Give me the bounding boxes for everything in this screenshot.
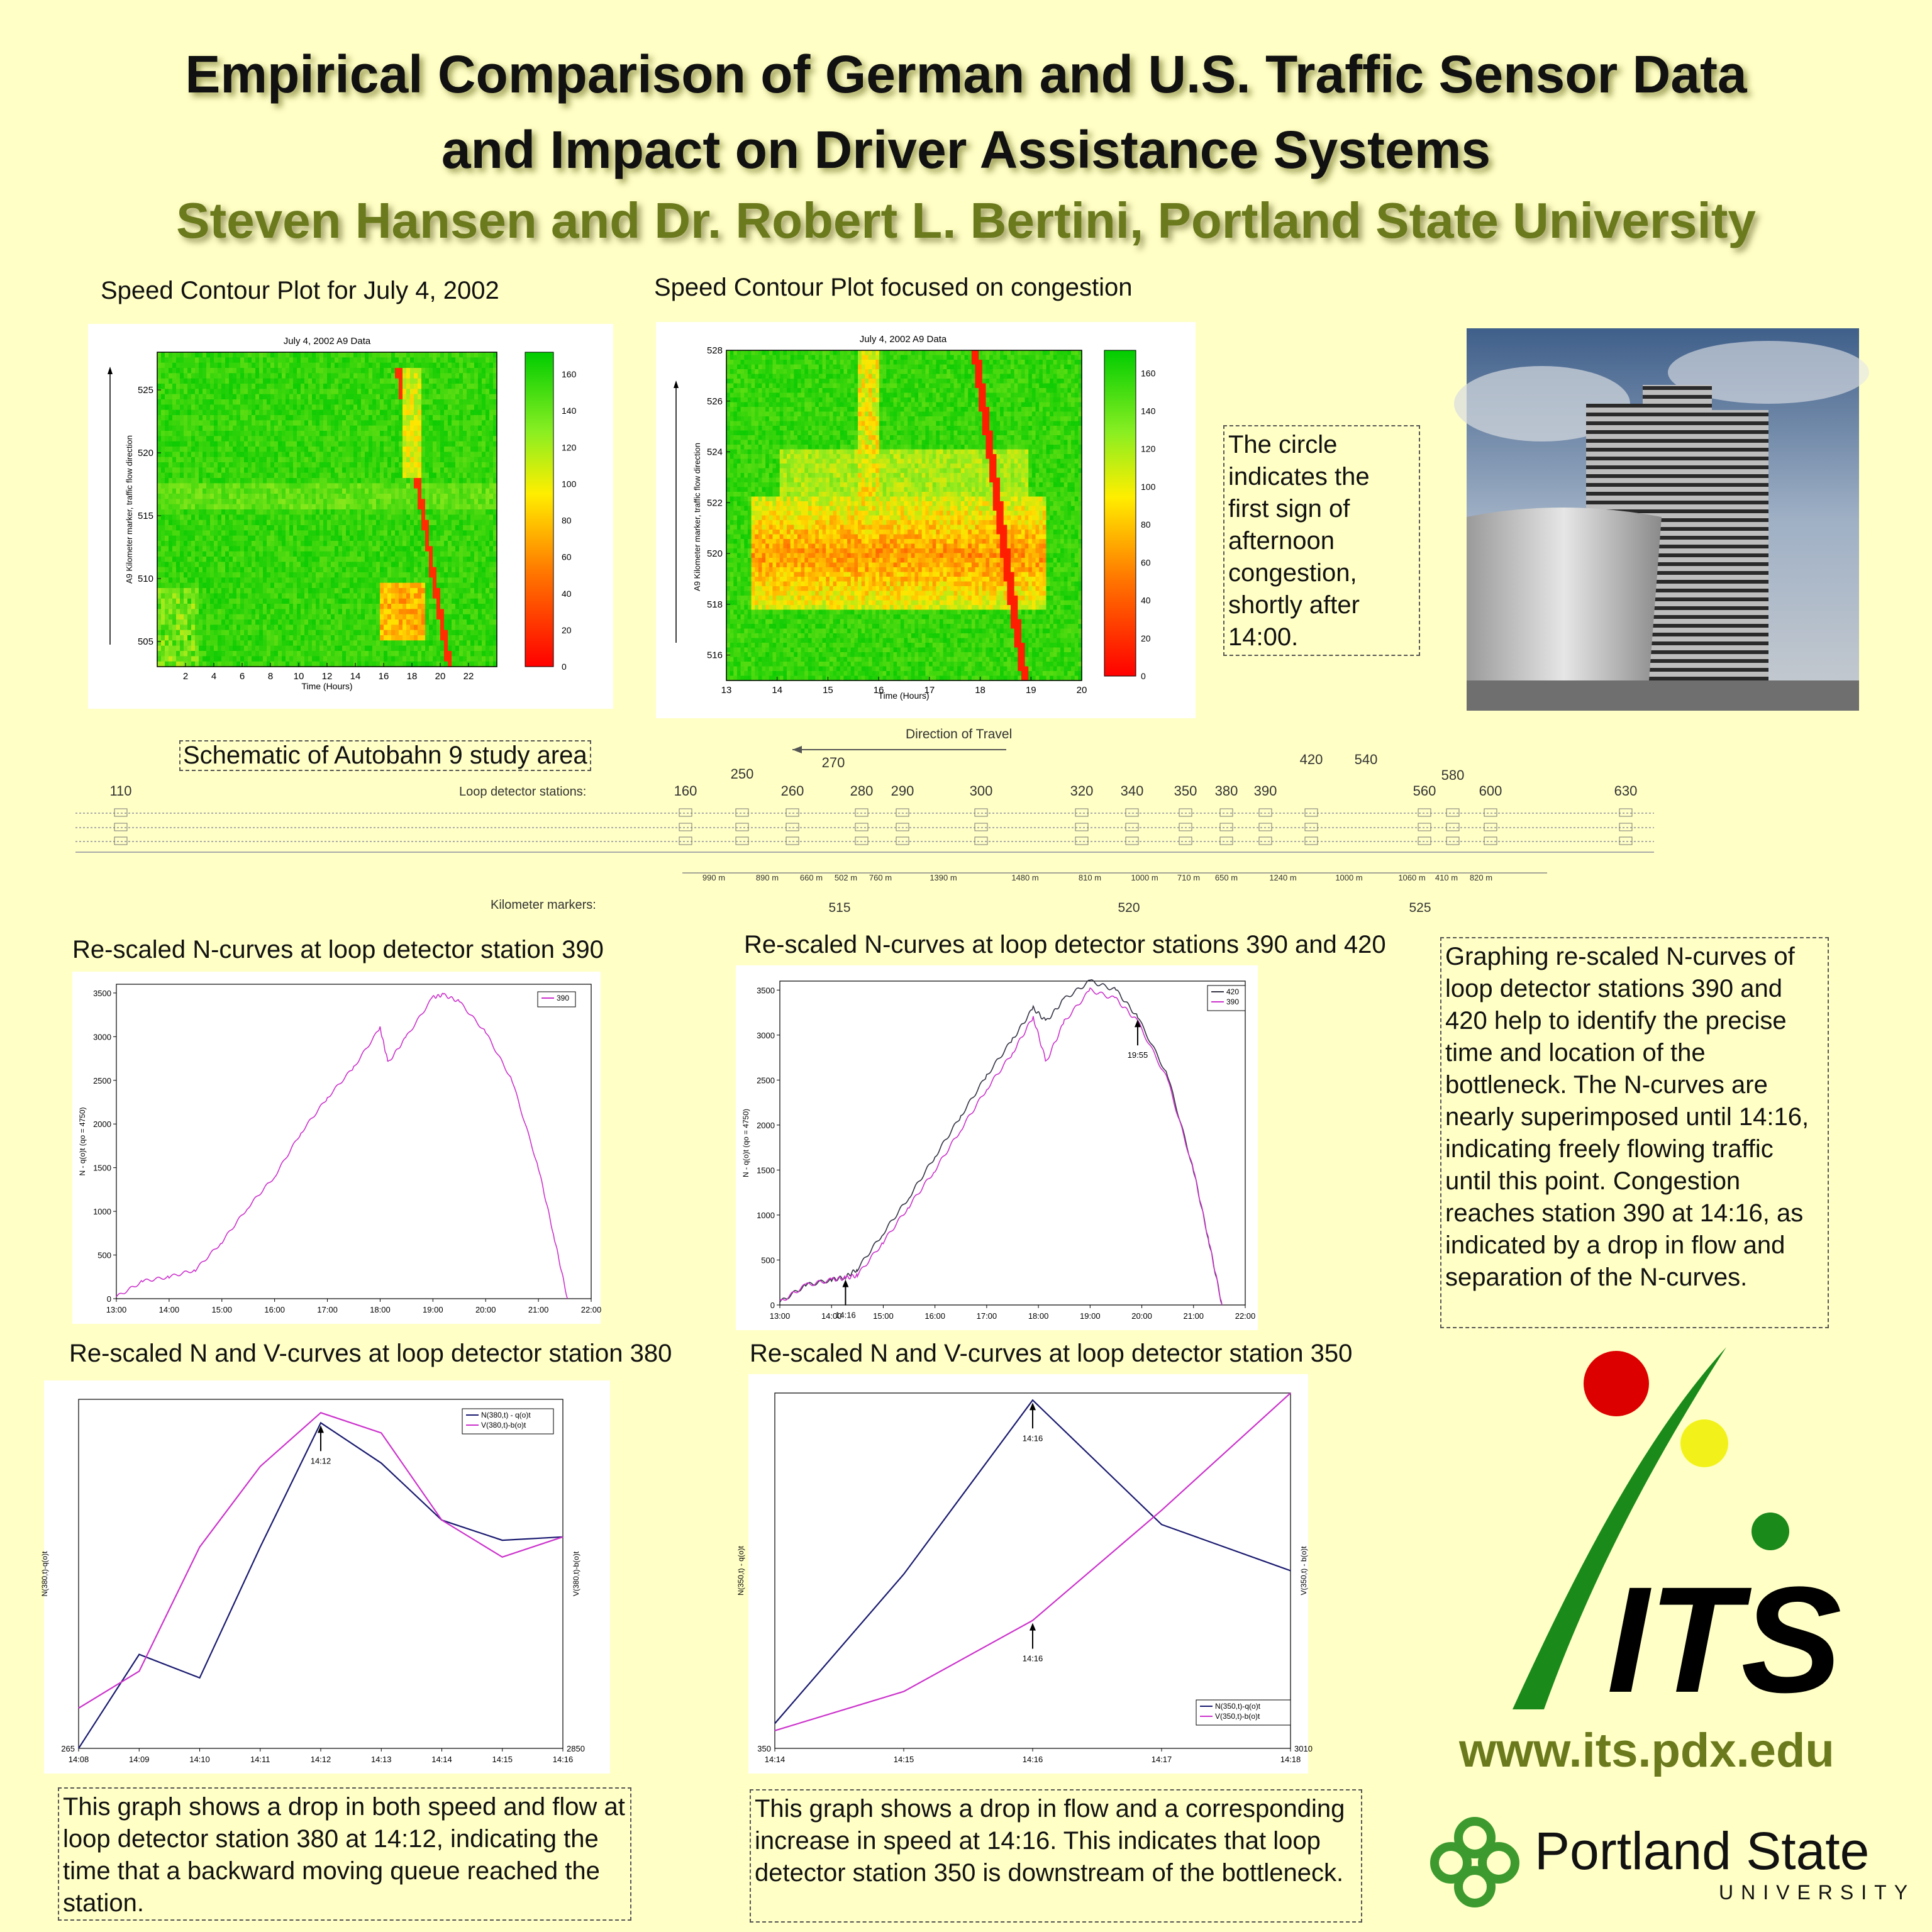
x-tick-label: 16 bbox=[873, 685, 884, 696]
x-tick-label: 19:00 bbox=[1080, 1311, 1101, 1321]
x-tick-label: 16 bbox=[378, 671, 389, 682]
x-tick-label: 18:00 bbox=[370, 1305, 391, 1314]
psu-emblem-icon bbox=[1435, 1821, 1515, 1903]
psu-subtitle: UNIVERSITY bbox=[1719, 1881, 1916, 1904]
x-tick-label: 15:00 bbox=[873, 1311, 894, 1321]
y2-axis-label: V(380,t)-b(o)t bbox=[572, 1551, 580, 1597]
y-tick-label: 1500 bbox=[93, 1163, 111, 1173]
distance-label: 1000 m bbox=[1335, 873, 1363, 882]
series-line-1 bbox=[775, 1393, 1291, 1731]
its-red-dot-icon bbox=[1584, 1351, 1649, 1416]
kilometer-markers-label: Kilometer markers: bbox=[491, 898, 596, 912]
x-tick-label: 12 bbox=[321, 671, 333, 682]
x-tick-label: 18:00 bbox=[1028, 1311, 1049, 1321]
colorbar-tick-label: 160 bbox=[562, 369, 577, 379]
x-tick-label: 13:00 bbox=[106, 1305, 127, 1314]
ncurve390-420-caption: Re-scaled N-curves at loop detector stations 390 and 420 bbox=[744, 931, 1386, 958]
x-tick-label: 14:09 bbox=[128, 1755, 150, 1764]
y-tick-label: 520 bbox=[137, 448, 153, 458]
x-tick-label: 8 bbox=[267, 671, 274, 682]
y-tick-label: 510 bbox=[137, 574, 153, 584]
distance-label: 820 m bbox=[1469, 873, 1493, 882]
x-tick-label: 22:00 bbox=[1235, 1311, 1256, 1321]
x-tick-label: 14:08 bbox=[68, 1755, 89, 1764]
x-tick-label: 19 bbox=[1025, 685, 1036, 696]
y-tick-label: 525 bbox=[137, 385, 153, 396]
y-tick-label: 1000 bbox=[757, 1210, 775, 1220]
nv350-caption: Re-scaled N and V-curves at loop detector station 350 bbox=[750, 1340, 1353, 1367]
y-tick-label: 500 bbox=[761, 1255, 775, 1265]
y-tick-label: 2500 bbox=[93, 1075, 111, 1085]
loop-detector-stations-label: Loop detector stations: bbox=[459, 785, 587, 799]
y2-axis-label: V(350,t) - b(o)t bbox=[1299, 1546, 1308, 1596]
x-tick-label: 14:14 bbox=[764, 1755, 786, 1764]
station-label: 300 bbox=[969, 783, 993, 799]
y2-min-label: 3010 bbox=[1294, 1744, 1313, 1753]
colorbar-tick-label: 0 bbox=[562, 662, 567, 672]
contour1-xlabel: Time (Hours) bbox=[301, 681, 353, 691]
distance-label: 1480 m bbox=[1011, 873, 1039, 882]
its-yellow-dot-icon bbox=[1680, 1419, 1728, 1467]
station-label: 560 bbox=[1413, 783, 1436, 799]
x-tick-label: 20 bbox=[435, 671, 446, 682]
x-tick-label: 20:00 bbox=[475, 1305, 496, 1314]
y-axis-label: N(380,t)-q(o)t bbox=[40, 1551, 49, 1597]
distance-label: 710 m bbox=[1177, 873, 1201, 882]
x-tick-label: 18 bbox=[406, 671, 418, 682]
x-tick-label: 14:15 bbox=[492, 1755, 513, 1764]
distance-label: 502 m bbox=[834, 873, 858, 882]
legend-label: V(350,t)-b(o)t bbox=[1215, 1712, 1260, 1721]
station-label: 250 bbox=[730, 766, 754, 782]
contour2-ylabel: A9 Kilometer marker, traffic flow direction bbox=[692, 442, 702, 592]
y-tick-label: 520 bbox=[706, 548, 723, 560]
ncurve390-caption: Re-scaled N-curves at loop detector station 390 bbox=[72, 936, 604, 963]
title-line1: Empirical Comparison of German and U.S. Traffic Sensor Data bbox=[185, 45, 1747, 104]
contour2-title: July 4, 2002 A9 Data bbox=[859, 334, 947, 345]
y-min-label: 265 bbox=[61, 1744, 75, 1753]
colorbar-tick-label: 140 bbox=[562, 406, 577, 416]
distance-label: 650 m bbox=[1214, 873, 1238, 882]
y-tick-label: 500 bbox=[97, 1250, 111, 1260]
y2-min-label: 2850 bbox=[567, 1744, 585, 1753]
x-tick-label: 15 bbox=[823, 685, 833, 696]
distance-label: 890 m bbox=[755, 873, 779, 882]
x-tick-label: 14:12 bbox=[310, 1755, 331, 1764]
x-tick-label: 14:17 bbox=[1151, 1755, 1172, 1764]
colorbar-tick-label: 60 bbox=[1141, 557, 1151, 568]
station-label: 540 bbox=[1354, 752, 1378, 767]
psu-name: Portland State bbox=[1535, 1821, 1870, 1880]
y-tick-label: 526 bbox=[706, 396, 723, 407]
psu-logo bbox=[1418, 1805, 1921, 1906]
x-tick-label: 22:00 bbox=[580, 1305, 602, 1314]
x-tick-label: 16:00 bbox=[264, 1305, 285, 1314]
station-label: 260 bbox=[780, 783, 804, 799]
nv380-note: This graph shows a drop in both speed and flow at loop detector station 380 at 14:12, indicating the time that a backward moving queue reached the station. bbox=[58, 1787, 631, 1921]
distance-label: 660 m bbox=[799, 873, 823, 882]
schematic-caption: Schematic of Autobahn 9 study area bbox=[179, 740, 591, 771]
series-line-0 bbox=[116, 994, 570, 1299]
x-tick-label: 10 bbox=[293, 671, 304, 682]
nv-380-chart bbox=[40, 1380, 610, 1774]
x-tick-label: 14:10 bbox=[189, 1755, 210, 1764]
station-label: 320 bbox=[1070, 783, 1094, 799]
y-tick-label: 3500 bbox=[757, 985, 775, 996]
x-tick-label: 19:00 bbox=[423, 1305, 443, 1314]
x-tick-label: 14:13 bbox=[370, 1755, 392, 1764]
x-tick-label: 6 bbox=[239, 671, 245, 682]
annotation-label: 14:16 bbox=[835, 1310, 856, 1320]
its-green-dot-icon bbox=[1752, 1513, 1789, 1550]
y-tick-label: 505 bbox=[137, 636, 153, 647]
contour1-title: July 4, 2002 A9 Data bbox=[283, 336, 371, 347]
x-tick-label: 18 bbox=[975, 685, 985, 696]
colorbar-tick-label: 100 bbox=[562, 479, 577, 489]
y-tick-label: 524 bbox=[706, 447, 723, 458]
distance-label: 990 m bbox=[702, 873, 726, 882]
colorbar-tick-label: 40 bbox=[562, 588, 572, 599]
colorbar-tick-label: 140 bbox=[1141, 406, 1156, 416]
y-min-label: 350 bbox=[757, 1744, 771, 1753]
colorbar-tick-label: 80 bbox=[562, 515, 572, 526]
annotation-label: 14:12 bbox=[310, 1456, 331, 1466]
y-tick-label: 528 bbox=[706, 345, 723, 356]
station-label: 340 bbox=[1120, 783, 1144, 799]
legend-label: N(380,t) - q(o)t bbox=[481, 1411, 531, 1419]
circle-note: The circle indicates the first sign of afternoon congestion, shortly after 14:00. bbox=[1223, 425, 1420, 656]
station-label: 160 bbox=[674, 783, 697, 799]
station-label: 110 bbox=[109, 783, 132, 799]
y-tick-label: 3000 bbox=[757, 1030, 775, 1040]
colorbar-tick-label: 0 bbox=[1141, 671, 1146, 681]
series-line-1 bbox=[780, 988, 1222, 1305]
its-logo bbox=[1497, 1340, 1842, 1724]
y-tick-label: 516 bbox=[706, 650, 723, 661]
x-tick-label: 14:16 bbox=[552, 1755, 574, 1764]
y-tick-label: 0 bbox=[770, 1301, 775, 1310]
x-tick-label: 17:00 bbox=[317, 1305, 338, 1314]
annotation-label: 19:55 bbox=[1127, 1050, 1148, 1060]
x-tick-label: 20:00 bbox=[1131, 1311, 1152, 1321]
series-line-0 bbox=[775, 1400, 1291, 1723]
y-tick-label: 1500 bbox=[757, 1165, 775, 1175]
distance-label: 1000 m bbox=[1131, 873, 1158, 882]
legend-label: 420 bbox=[1226, 987, 1240, 996]
direction-of-travel-label: Direction of Travel bbox=[906, 727, 1013, 741]
distance-label: 1240 m bbox=[1269, 873, 1297, 882]
x-tick-label: 14:11 bbox=[250, 1755, 270, 1764]
ncurve-390-420-chart bbox=[736, 965, 1258, 1330]
y-tick-label: 522 bbox=[706, 497, 723, 509]
contour1-ylabel: A9 Kilometer marker, traffic flow direction bbox=[125, 435, 134, 584]
contour2-caption: Speed Contour Plot focused on congestion bbox=[654, 274, 1133, 301]
y-tick-label: 3000 bbox=[93, 1032, 111, 1042]
x-tick-label: 16:00 bbox=[924, 1311, 945, 1321]
colorbar-tick-label: 160 bbox=[1141, 368, 1156, 379]
x-tick-label: 14:14 bbox=[431, 1755, 452, 1764]
station-label: 630 bbox=[1614, 783, 1638, 799]
x-tick-label: 14:16 bbox=[1022, 1755, 1043, 1764]
y-tick-label: 0 bbox=[106, 1294, 111, 1304]
x-tick-label: 14:00 bbox=[158, 1305, 180, 1314]
x-tick-label: 4 bbox=[211, 671, 217, 682]
title-line2: and Impact on Driver Assistance Systems bbox=[441, 120, 1491, 179]
station-label: 270 bbox=[821, 755, 845, 770]
km-marker-label: 515 bbox=[828, 901, 851, 915]
station-label: 420 bbox=[1299, 752, 1323, 767]
ncurve-390-chart bbox=[72, 972, 601, 1324]
x-tick-label: 15:00 bbox=[211, 1305, 233, 1314]
series-line-0 bbox=[79, 1423, 563, 1748]
station-label: 580 bbox=[1441, 767, 1465, 783]
y-axis-label: N(350,t) - q(o)t bbox=[736, 1546, 745, 1596]
y-axis-label: N - q(o)t (qo = 4750) bbox=[741, 1108, 750, 1178]
legend-label: 390 bbox=[557, 994, 570, 1002]
station-label: 280 bbox=[850, 783, 874, 799]
colorbar-tick-label: 80 bbox=[1141, 519, 1151, 530]
legend-label: N(350,t)-q(o)t bbox=[1215, 1702, 1261, 1711]
y-tick-label: 2000 bbox=[757, 1120, 775, 1130]
x-tick-label: 21:00 bbox=[1183, 1311, 1204, 1321]
station-label: 380 bbox=[1214, 783, 1238, 799]
y-tick-label: 518 bbox=[706, 599, 723, 610]
x-tick-label: 13:00 bbox=[769, 1311, 791, 1321]
its-logo-text: ITS bbox=[1607, 1555, 1842, 1724]
y-tick-label: 2000 bbox=[93, 1119, 111, 1130]
station-label: 600 bbox=[1479, 783, 1502, 799]
distance-label: 760 m bbox=[869, 873, 892, 882]
y-tick-label: 1000 bbox=[93, 1207, 111, 1217]
x-tick-label: 21:00 bbox=[528, 1305, 549, 1314]
y-tick-label: 3500 bbox=[93, 988, 111, 998]
ncurves-note: Graphing re-scaled N-curves of loop detector stations 390 and 420 help to identify the precise time and location of the bottleneck. The N-curves are nearly superimposed until 14:16, indicating freely flowing traffic until this point. Congestion reaches station 390 at 14:16, as indicated by a drop in flow and separation of the N-curves. bbox=[1440, 937, 1829, 1328]
contour-plot-congestion bbox=[656, 322, 1196, 718]
nv380-caption: Re-scaled N and V-curves at loop detector station 380 bbox=[69, 1340, 672, 1367]
distance-label: 810 m bbox=[1078, 873, 1102, 882]
bmw-building-photo bbox=[1467, 328, 1859, 711]
x-tick-label: 22 bbox=[463, 671, 474, 682]
km-marker-label: 525 bbox=[1409, 901, 1431, 915]
annotation-label: 14:16 bbox=[1022, 1653, 1043, 1663]
nv350-note: This graph shows a drop in flow and a corresponding increase in speed at 14:16. This indicates that loop detector station 350 is downstream of the bottleneck. bbox=[750, 1789, 1362, 1923]
x-tick-label: 14:15 bbox=[893, 1755, 914, 1764]
distance-label: 410 m bbox=[1435, 873, 1458, 882]
x-tick-label: 14:18 bbox=[1280, 1755, 1301, 1764]
x-tick-label: 2 bbox=[182, 671, 189, 682]
contour-plot-full-day bbox=[88, 324, 613, 709]
colorbar-tick-label: 100 bbox=[1141, 481, 1156, 492]
x-tick-label: 14 bbox=[350, 671, 361, 682]
legend-label: V(380,t)-b(o)t bbox=[481, 1421, 526, 1430]
x-tick-label: 13 bbox=[721, 685, 732, 696]
nv-350-chart bbox=[736, 1374, 1313, 1774]
x-tick-label: 14:00 bbox=[821, 1311, 842, 1321]
series-line-0 bbox=[780, 980, 1222, 1305]
contour2-xlabel: Time (Hours) bbox=[878, 691, 930, 701]
colorbar-tick-label: 40 bbox=[1141, 595, 1151, 606]
y-tick-label: 2500 bbox=[757, 1075, 775, 1085]
x-tick-label: 17 bbox=[924, 685, 935, 696]
km-marker-label: 520 bbox=[1118, 901, 1140, 915]
distance-label: 1390 m bbox=[930, 873, 957, 882]
station-label: 390 bbox=[1253, 783, 1277, 799]
colorbar-tick-label: 120 bbox=[562, 442, 577, 453]
x-tick-label: 17:00 bbox=[976, 1311, 997, 1321]
autobahn-schematic bbox=[63, 723, 1660, 924]
legend-label: 390 bbox=[1226, 997, 1240, 1006]
colorbar-tick-label: 20 bbox=[562, 625, 572, 635]
station-label: 290 bbox=[891, 783, 914, 799]
x-tick-label: 20 bbox=[1076, 685, 1087, 696]
colorbar-tick-label: 120 bbox=[1141, 443, 1156, 454]
contour1-caption: Speed Contour Plot for July 4, 2002 bbox=[101, 277, 499, 304]
its-url: www.its.pdx.edu bbox=[1459, 1724, 1835, 1777]
colorbar-tick-label: 20 bbox=[1141, 633, 1151, 643]
annotation-label: 14:16 bbox=[1022, 1433, 1043, 1443]
station-label: 350 bbox=[1174, 783, 1197, 799]
x-tick-label: 14 bbox=[772, 685, 783, 696]
y-axis-label: N - q(o)t (qo = 4750) bbox=[78, 1107, 87, 1176]
distance-label: 1060 m bbox=[1398, 873, 1426, 882]
authors: Steven Hansen and Dr. Robert L. Bertini, Portland State University bbox=[176, 192, 1756, 248]
y-tick-label: 515 bbox=[137, 511, 153, 521]
colorbar-tick-label: 60 bbox=[562, 552, 572, 562]
